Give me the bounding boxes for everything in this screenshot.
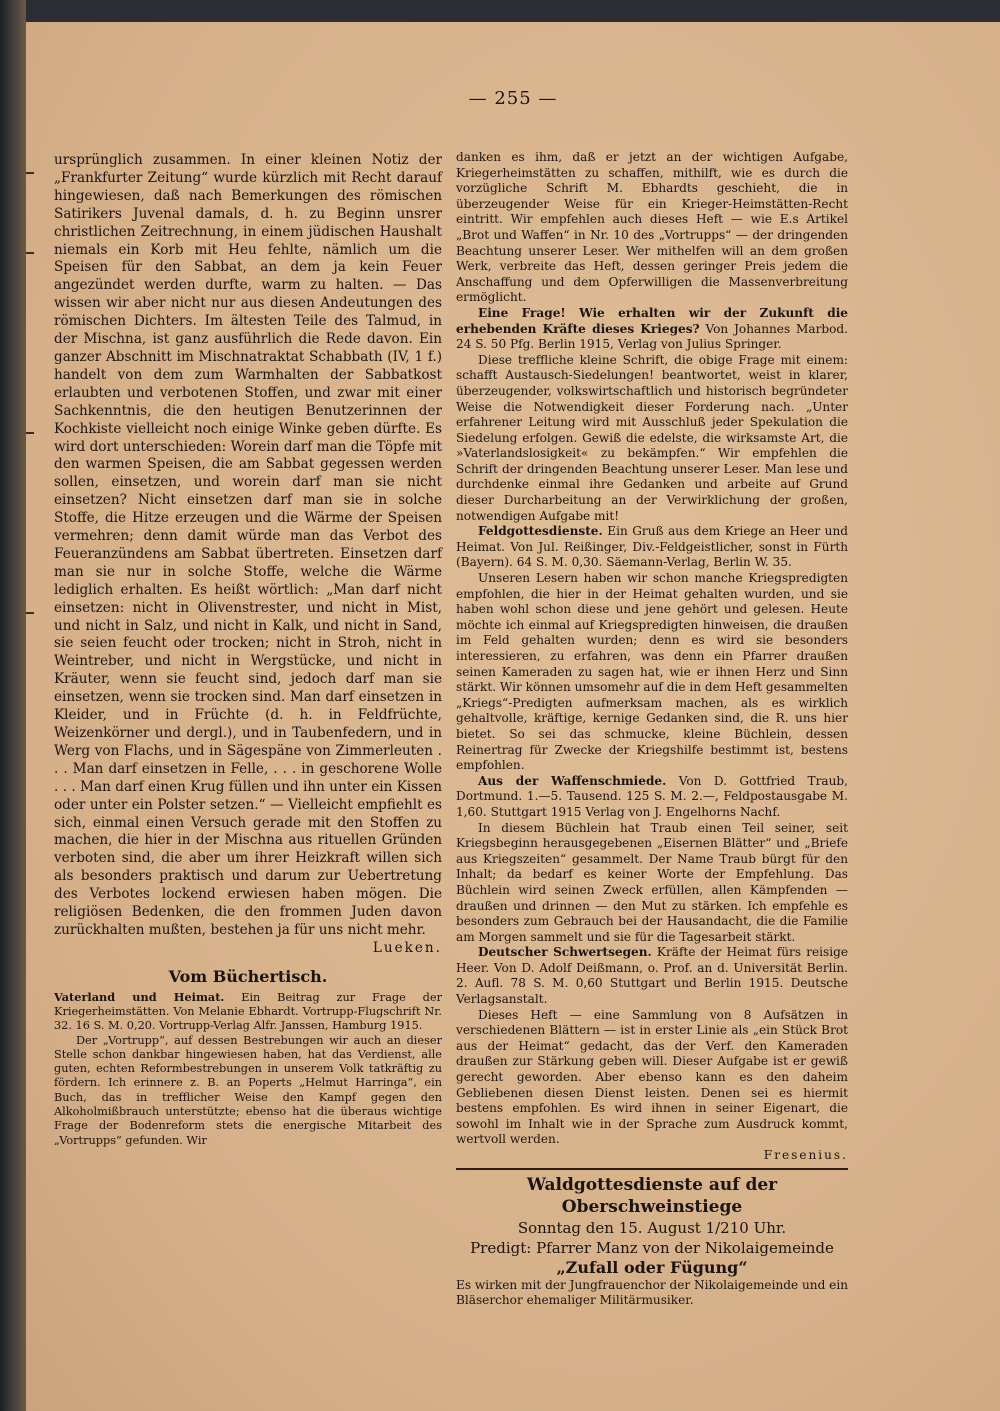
announcement-title: Waldgottesdienste auf der Oberschweinstiege [526,1174,778,1217]
review-vaterland [54,990,442,1148]
review-title: Vaterland und Heimat. [54,989,225,1004]
review-meta: Von Johannes Marbod. 24 S. 50 Pfg. Berlin 1915, Verlag von Julius Springer. [456,321,849,352]
binding-mark [26,172,34,174]
page-number: — 255 — [468,88,558,109]
binding-mark [26,252,34,254]
announcement-preacher: Predigt: Pfarrer Manz von der Nikolaigemeinde [470,1238,834,1257]
review-meta: Kräfte der Heimat fürs reisige Heer. Von D. Adolf Deißmann, o. Prof. an d. Universität Berlin. 2. Aufl. 78 S. M. 0,60 Stuttgart und Berlin 1915. Deutsche Verlagsanstalt. [456,945,848,1007]
review-meta: Ein Beitrag zur Frage der Kriegerheimstätten. Von Melanie Ebhardt. Vortrupp-Flugschrift Nr. 32. 16 S. M. 0,20. Vortrupp-Verlag Alfr. Janssen, Hamburg 1915. [54,990,442,1033]
review-body: Diese treffliche kleine Schrift, die obige Frage mit einem: schafft Austausch-Siedelungen! beantwortet, weist in klarer, überzeugender, volkswirtschaftlich und historisch begründeter Weise die Notwendigkeit dieser Forderung nach. „Unter erfahrener Leitung wird mit Ausschluß jeder Spekulation die Siedelung erfolgen. Gewiß die edelste, die wirksamste Art, die »Vaterlandslosigkeit« zu bekämpfen.“ Wir empfehlen die Schrift der dringenden Beachtung unserer Leser. Man lese und durchdenke einmal ihre Gedanken und arbeite auf Grund dieser Durcharbeitung an der Verwirklichung der großen, notwendigen Aufgabe mit! [456,352,848,523]
article-paragraph: ursprünglich zusammen. In einer kleinen Notiz der „Frankfurter Zeitung“ wurde kürzlich mit Recht darauf hingewiesen, daß nach Bemerkungen des römischen Satirikers Juvenal damals, d. h. zu Beginn unsrer christlichen Zeitrechnung, in einem jüdischen Haushalt niemals ein Korb mit Heu fehlte, nämlich um die Speisen für den Sabbat, an dem ja kein Feuer angezündet werden durfte, warm zu halten. — Das wissen wir aber nicht nur aus diesen Andeutungen des römischen Dichters. Im ältesten Teile des Talmud, in der Mischna, ist ganz ausführlich die Rede davon. Ein ganzer Abschnitt im Mischnatraktat Schabbath (IV, 1 f.) handelt von dem zum Warmhalten der Sabbatkost erlaubten und verbotenen Stoffen, und zwar mit einer Sachkenntnis, die den heutigen Benutzerinnen der Kochkiste vielleicht noch einige Winke geben dürfte. Es wird dort unterschieden: Worein darf man die Töpfe mit den warmen Speisen, die am Sabbat gegessen werden sollen, einsetzen, und worein darf man sie nicht einsetzen? Nicht einsetzen darf man sie in solche Stoffe, die Hitze erzeugen und die Wärme der Speisen vermehren; denn damit würde man das Verbot des Feueranzündens am Sabbat übertreten. Einsetzen darf man sie nur in solche Stoffe, welche die Wärme lediglich erhalten. Es heißt wörtlich: „Man darf nicht einsetzen: nicht in Olivenstrester, und nicht in Mist, und nicht in Salz, und nicht in Kalk, und nicht in Sand, sie seien feucht oder trocken; nicht in Stroh, nicht in Weintreber, und nicht in Wergstücke, und nicht in Kräuter, wenn sie feucht sind, jedoch darf man sie einsetzen, wenn sie trocken sind. Man darf einsetzen in Kleider, und in Früchte (d. h. in Feldfrüchte, Weizenkörner und dergl.), und in Taubenfedern, und in Werg von Flachs, und in Sägespäne von Zimmerleuten . . . Man darf einsetzen in Felle, . . . in geschorene Wolle . . . Man darf einen Krug füllen und ihn unter ein Kissen oder unter ein Polster setzen.“ — Vielleicht empfiehlt es sich, einmal einen Versuch gerade mit den Stoffen zu machen, die hier in der Mischna aus rituellen Gründen verboten sind, die aber um ihrer Heizkraft willen sich als besonders praktisch und darum zur Uebertretung des Verbotes lockend erwiesen haben mögen. Die religiösen Bedenken, die den frommen Juden davon zurückhalten mußten, bestehen ja für uns nicht mehr. [54,152,442,938]
page-top-edge [26,0,1000,22]
binding-mark [26,612,34,614]
divider-rule [456,1168,848,1170]
review-body: Unseren Lesern haben wir schon manche Kriegspredigten empfohlen, die hier in der Heimat gehalten wurden, und sie haben wohl schon diese und jene gehört und gelesen. Heute möchte ich einmal auf Kriegspredigten hinweisen, die draußen im Feld gehalten wurden; denn es wird sie besonders interessieren, zu erfahren, was denn ein Pfarrer draußen seinen Kameraden zu sagen hat, wie er ihnen Herz und Sinn stärkt. Wir können umsomehr auf die in dem Heft gesammelten „Kriegs“-Predigten aufmerksam machen, als es wirklich gehaltvolle, kräftige, kernige Gedanken sind, die R. uns hier bietet. So sei das schmucke, kleine Büchlein, dessen Reinertrag für Zwecke der Kriegshilfe bestimmt ist, bestens empfohlen. [456,571,849,773]
announcement-music: Es wirken mit der Jungfrauenchor der Nikolaigemeinde und ein Bläserchor ehemaliger Militärmusiker. [456,1277,848,1308]
review-meta: Von D. Gottfried Traub, Dortmund. 1.—5. Tausend. 125 S. M. 2.—, Feldpostausgabe M. 1,60. Stuttgart 1915 Verlag von J. Engelhorns Nachf. [456,773,848,819]
review-meta: Ein Gruß aus dem Kriege an Heer und Heimat. Von Jul. Reißinger, Div.-Feldgeistlicher, sonst in Fürth (Bayern). 64 S. M. 0,30. Säemann-Verlag, Berlin W. 35. [456,524,848,570]
section-heading: Vom Büchertisch. [168,966,328,986]
review-body: danken es ihm, daß er jetzt an der wichtigen Aufgabe, Kriegerheimstätten zu schaffen, mithilft, wie es durch die vorzügliche Schrift M. Ebhardts geschieht, die in überzeugender Weise für ein Krieger-Heimstätten-Recht eintritt. Wir empfehlen auch dieses Heft — wie E.s Artikel „Brot und Waffen“ in Nr. 10 des „Vortrupps“ — der dringenden Beachtung unserer Leser. Wer mithelfen will an dem großen Werk, verbreite das Heft, dessen geringer Preis jedem die Anschaffung und dem Opferwilligen die Massenverbreitung ermöglicht. [456,150,848,305]
book-binding [0,0,26,1411]
announcement-topic: „Zufall oder Fügung“ [556,1257,748,1277]
review-body: Der „Vortrupp“, auf dessen Bestrebungen wir auch an dieser Stelle schon dankbar hingewiesen haben, hat das Verdienst, alle guten, echten Reformbestrebungen in unserem Volk tatkräftig zu fördern. Ich erinnere z. B. an Poperts „Helmut Harringa“, ein Buch, das in trefflicher Weise den Kampf gegen den Alkoholmißbrauch unterstützte; ebenso hat die überaus wichtige Frage der Bodenreform stets die energische Mitarbeit des „Vortrupps“ gefunden. Wir [54,1033,442,1147]
announcement-box [456,1174,848,1309]
book-page [26,22,1000,1411]
review-title: Deutscher Schwertsegen. [478,945,652,960]
right-column [456,150,848,1309]
review-title: Eine Frage! Wie erhalten wir der Zukunft die erhebenden Kräfte dieses Krieges? [456,305,848,336]
announcement-date: Sonntag den 15. August 1/210 Uhr. [517,1218,787,1237]
review-title: Aus der Waffenschmiede. [478,773,667,788]
review-body: In diesem Büchlein hat Traub einen Teil seiner, seit Kriegsbeginn herausgegebenen „Eisernen Blätter“ und „Briefe aus Kriegszeiten“ gesammelt. Der Name Traub bürgt für den Inhalt; da bedarf es keiner Worte der Empfehlung. Das Büchlein wird seinen Zweck erfüllen, allen Kämpfenden — draußen und drinnen — den Mut zu stärken. Ich empfehle es besonders zum Gebrauch bei der Hausandacht, die die Familie am Morgen sammelt und sie für die Tagesarbeit stärkt. [456,820,848,944]
review-signature: Fresenius. [763,1148,848,1162]
review-body: Dieses Heft — eine Sammlung von 8 Aufsätzen in verschiedenen Blättern — ist in erster Linie als „ein Stück Brot aus der Heimat“ gedacht, das der Verf. den Kameraden draußen zur Stärkung geben will. Dieser Aufgabe ist er gewiß gerecht geworden. Aber ebenso kann es den daheim Gebliebenen diesen Dienst leisten. Denen sei es hiermit bestens empfohlen. Es wird ihnen in seiner Eigenart, die sowohl im Inhalt wie in der Sprache zum Ausdruck kommt, wertvoll werden. [456,1007,848,1147]
left-column [54,152,442,1148]
binding-mark [26,432,34,434]
review-title: Feldgottesdienste. [478,524,603,539]
article-signature: Lueken. [372,939,442,956]
